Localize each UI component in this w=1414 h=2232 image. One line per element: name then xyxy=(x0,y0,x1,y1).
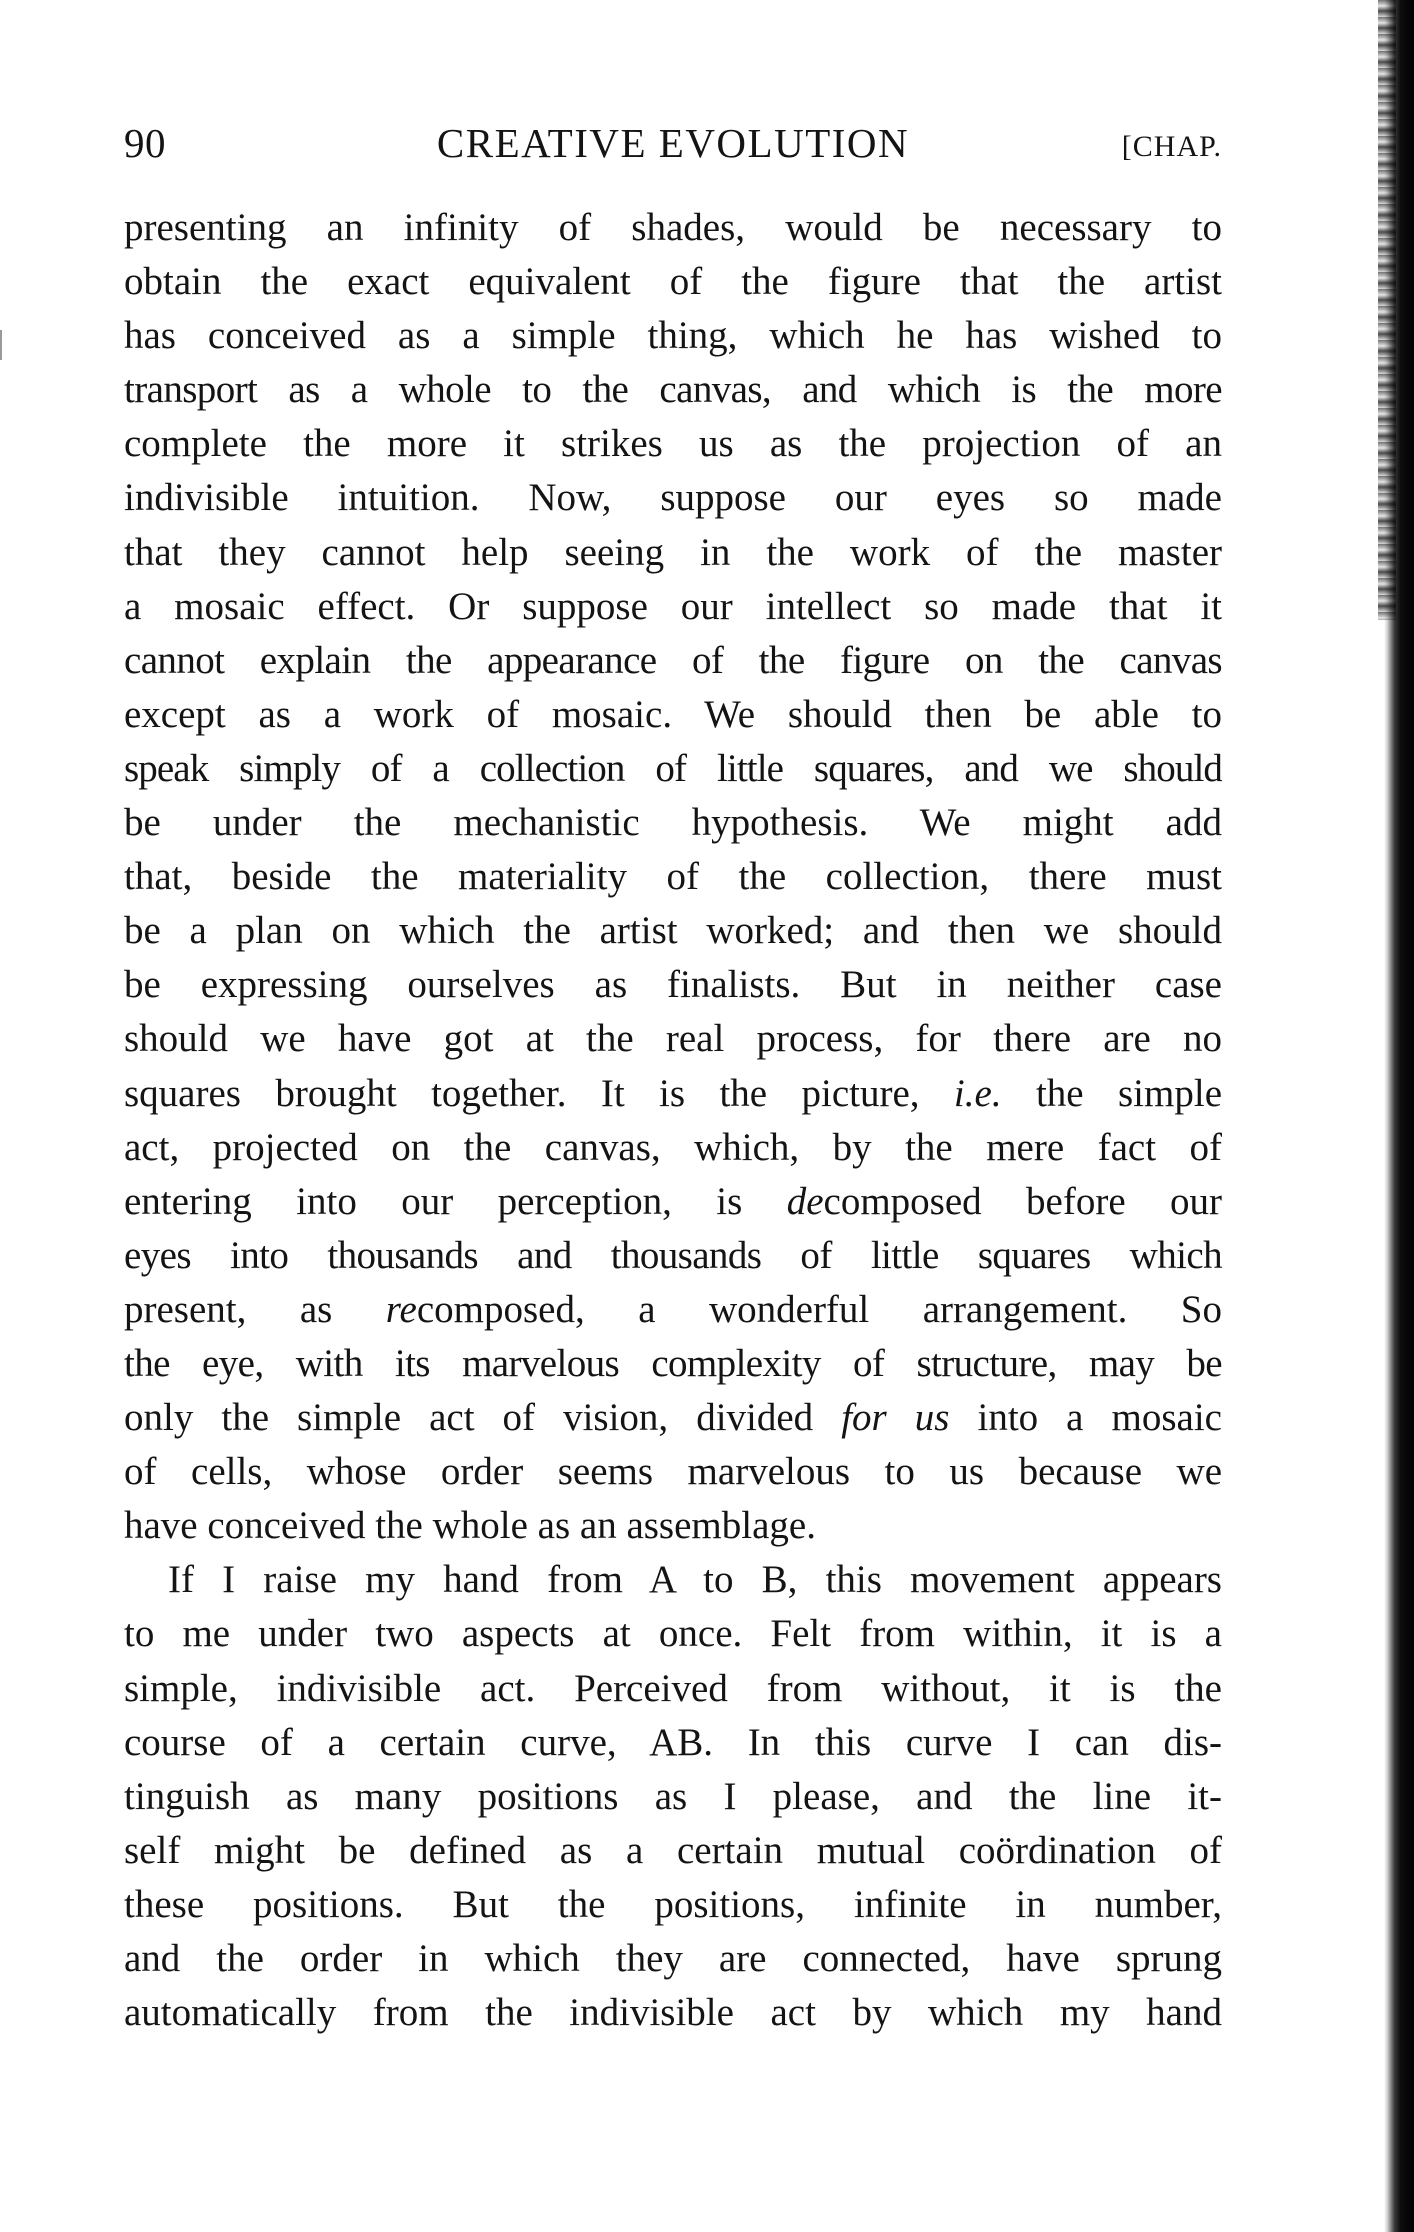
text-line: these positions. But the positions, infinite in number, xyxy=(124,1882,1222,1926)
text-line: except as a work of mosaic. We should then be able to xyxy=(124,692,1222,736)
text-line: that they cannot help seeing in the work of the master xyxy=(124,530,1222,574)
text-line: transport as a whole to the canvas, and which is the more xyxy=(124,368,1222,412)
text-line: simple, indivisible act. Perceived from without, it is the xyxy=(124,1666,1222,1710)
text-line: presenting an infinity of shades, would be necessary to xyxy=(124,206,1222,249)
text-run: composed, a wonderful arrangement. So xyxy=(416,1287,1222,1331)
italic-abbreviation: i.e. xyxy=(953,1071,1002,1115)
text-run: only the simple act of vision, divided xyxy=(124,1396,842,1440)
running-head xyxy=(124,118,1222,168)
text-line: self might be defined as a certain mutual coördination of xyxy=(124,1828,1222,1872)
text-line-paragraph-start: If I raise my hand from A to B, this movement appears xyxy=(168,1558,1222,1602)
text-line: course of a certain curve, AB. In this curve I can dis- xyxy=(124,1720,1222,1764)
text-line: eyes into thousands and thousands of little squares which xyxy=(124,1233,1222,1277)
text-line: obtain the exact equivalent of the figure that the artist xyxy=(124,260,1222,304)
text-line: to me under two aspects at once. Felt from within, it is a xyxy=(124,1612,1222,1656)
text-line: be a plan on which the artist worked; and then we should xyxy=(124,909,1222,953)
text-run: present, as xyxy=(124,1287,386,1331)
text-line: of cells, whose order seems marvelous to us because we xyxy=(124,1450,1222,1494)
text-line: act, projected on the canvas, which, by the mere fact of xyxy=(124,1125,1222,1169)
text-line: has conceived as a simple thing, which he has wished to xyxy=(124,314,1222,358)
text-line: complete the more it strikes us as the projection of an xyxy=(124,422,1222,466)
text-line: and the order in which they are connected, have sprung xyxy=(124,1937,1222,1980)
italic-phrase: for us xyxy=(841,1396,950,1440)
text-run: into a mosaic xyxy=(949,1396,1222,1440)
page-number: 90 xyxy=(124,120,166,166)
scanned-page-edge-texture xyxy=(1378,0,1396,620)
text-line: the eye, with its marvelous complexity of structure, may be xyxy=(124,1341,1222,1385)
italic-prefix: de xyxy=(786,1179,824,1223)
text-run: composed before our xyxy=(823,1179,1222,1223)
text-line: have conceived the whole as an assemblage. xyxy=(124,1504,816,1548)
text-run: squares brought together. It is the picture, xyxy=(124,1071,954,1115)
text-line xyxy=(124,1067,1222,1121)
text-line: cannot explain the appearance of the figure on the canvas xyxy=(124,638,1222,682)
italic-prefix: re xyxy=(385,1287,417,1331)
body-text xyxy=(124,201,1222,2040)
chapter-label: [CHAP. xyxy=(1121,130,1222,163)
text-line: automatically from the indivisible act by which my hand xyxy=(124,1991,1222,2035)
text-line: be under the mechanistic hypothesis. We might add xyxy=(124,801,1222,845)
text-line: a mosaic effect. Or suppose our intellect so made that it xyxy=(124,584,1222,628)
text-line xyxy=(124,1175,1222,1229)
text-line: speak simply of a collection of little squares, and we should xyxy=(124,746,1222,790)
text-line: indivisible intuition. Now, suppose our eyes so made xyxy=(124,476,1222,520)
text-line xyxy=(124,1283,1222,1337)
text-run: the simple xyxy=(1001,1071,1222,1115)
book-title: CREATIVE EVOLUTION xyxy=(436,120,910,166)
text-line: tinguish as many positions as I please, and the line it- xyxy=(124,1774,1222,1818)
text-line: should we have got at the real process, for there are no xyxy=(124,1017,1222,1061)
scan-gutter-mark xyxy=(0,330,2,360)
text-line: that, beside the materiality of the collection, there must xyxy=(124,855,1222,899)
text-run: entering into our perception, is xyxy=(124,1179,787,1223)
text-line xyxy=(124,1391,1222,1445)
text-line: be expressing ourselves as finalists. But in neither case xyxy=(124,963,1222,1007)
